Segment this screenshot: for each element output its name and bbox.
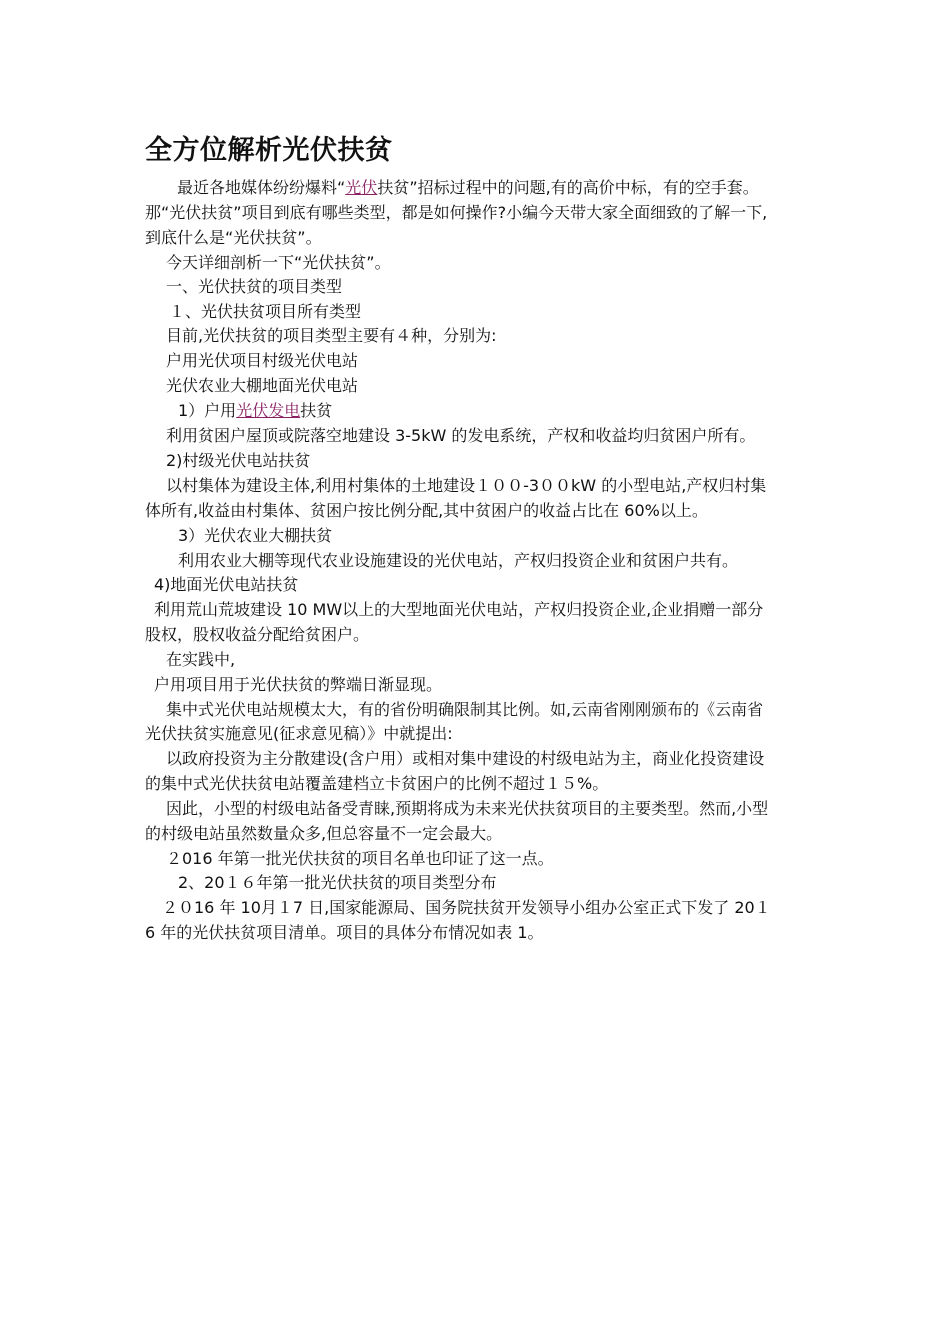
paragraph-line: 的集中式光伏扶贫电站覆盖建档立卡贫困户的比例不超过１５%。 — [145, 774, 609, 793]
paragraph-line: 以村集体为建设主体,利用村集体的土地建设１００-3００kW 的小型电站,产权归村集 — [166, 476, 767, 495]
list-item: 户用光伏项目村级光伏电站 — [166, 351, 359, 370]
keyword-link[interactable]: 光伏发电 — [236, 401, 301, 420]
item-heading: 1）户用光伏发电扶贫 — [178, 401, 333, 420]
item-heading: 2)村级光伏电站扶贫 — [166, 451, 311, 470]
paragraph-line: 体所有,收益由村集体、贫困户按比例分配,其中贫困户的收益占比在 60%以上。 — [145, 501, 708, 520]
paragraph-line: 集中式光伏电站规模太大，有的省份明确限制其比例。如,云南省刚刚颁布的《云南省 — [166, 700, 764, 719]
item-heading: 3）光伏农业大棚扶贫 — [178, 526, 333, 545]
paragraph-line: 那“光伏扶贫”项目到底有哪些类型，都是如何操作?小编今天带大家全面细致的了解一下, — [145, 203, 768, 222]
section-heading: 一、光伏扶贫的项目类型 — [166, 277, 343, 296]
paragraph-line: 的村级电站虽然数量众多,但总容量不一定会最大。 — [145, 824, 503, 843]
subsection-heading: １、光伏扶贫项目所有类型 — [169, 302, 362, 321]
paragraph-line: 股权，股权收益分配给贫困户。 — [145, 625, 370, 644]
paragraph-line: ２０16 年 10月１7 日,国家能源局、国务院扶贫开发领导小组办公室正式下发了 20１ — [162, 898, 771, 917]
paragraph-line: 6 年的光伏扶贫项目清单。项目的具体分布情况如表 1。 — [145, 923, 544, 942]
list-item: 光伏农业大棚地面光伏电站 — [166, 376, 359, 395]
document-title: 全方位解析光伏扶贫 — [145, 135, 393, 166]
paragraph-line: 因此，小型的村级电站备受青睐,预期将成为未来光伏扶贫项目的主要类型。然而,小型 — [166, 799, 769, 818]
paragraph-line: 户用项目用于光伏扶贫的弊端日渐显现。 — [154, 675, 443, 694]
paragraph-line: 以政府投资为主分散建设(含户用）或相对集中建设的村级电站为主，商业化投资建设 — [166, 749, 765, 768]
paragraph-line: 在实践中, — [166, 650, 236, 669]
paragraph-line: 光伏扶贫实施意见(征求意见稿）》中就提出: — [145, 724, 453, 743]
paragraph-line: 利用农业大棚等现代农业设施建设的光伏电站，产权归投资企业和贫困户共有。 — [178, 551, 739, 570]
paragraph-line: 今天详细剖析一下“光伏扶贫”。 — [166, 253, 391, 272]
paragraph-line: 目前,光伏扶贫的项目类型主要有４种，分别为: — [166, 326, 497, 345]
paragraph-line: 到底什么是“光伏扶贫”。 — [145, 228, 322, 247]
item-heading: 4)地面光伏电站扶贫 — [154, 575, 299, 594]
paragraph-line: 利用荒山荒坡建设 10 MW以上的大型地面光伏电站，产权归投资企业,企业捐赠一部分 — [154, 600, 764, 619]
paragraph-line: 利用贫困户屋顶或院落空地建设 3-5kW 的发电系统，产权和收益均归贫困户所有。 — [166, 426, 756, 445]
paragraph-line: ２016 年第一批光伏扶贫的项目名单也印证了这一点。 — [166, 849, 554, 868]
subsection-heading: 2、20１６年第一批光伏扶贫的项目类型分布 — [178, 873, 497, 892]
keyword-link[interactable]: 光伏 — [345, 178, 378, 197]
paragraph-line: 最近各地媒体纷纷爆料“光伏扶贫”招标过程中的问题,有的高价中标，有的空手套。 — [177, 178, 759, 197]
